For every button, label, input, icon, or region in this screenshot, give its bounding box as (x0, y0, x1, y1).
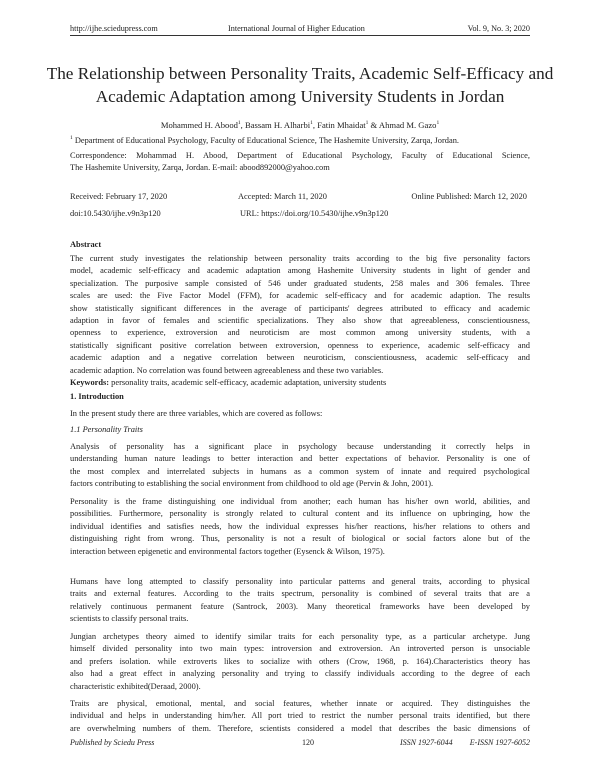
author: & Ahmad M. Gazo (368, 120, 437, 130)
subsection-heading: 1.1 Personality Traits (70, 425, 143, 434)
doi[interactable]: doi:10.5430/ijhe.v9n3p120 (70, 209, 161, 218)
paragraph (70, 576, 530, 626)
text-line: possibilities. Furthermore, personality is strongly related to cultural content and its influence on upbringing, how the (70, 509, 530, 519)
text-line: Analysis of personality has a significant place in psychology because understanding it correctly helps in (70, 442, 530, 451)
keywords (70, 377, 530, 389)
page-footer (70, 738, 530, 750)
intro-lead: In the present study there are three variables, which are covered as follows: (70, 409, 323, 418)
text-line: individual identifies and satisfies needs, how the individual expresses his/her reactions, his/her relations to others and (70, 521, 530, 531)
accepted-date: Accepted: March 11, 2020 (238, 192, 327, 201)
journal-name: International Journal of Higher Education (228, 24, 365, 33)
paragraph (70, 441, 530, 491)
text-line: Humans have long attempted to classify personality into particular patterns and general traits, according to physical (70, 577, 530, 586)
affiliation (70, 135, 530, 147)
text-line: himself divided personality into two main types: introversion and extroversion. An introverted person is unsociable (70, 644, 530, 654)
text-line: traits and external features. According to the traits spectrum, personality is combined of several traits that are a (70, 589, 530, 599)
text-line: model, academic self-efficacy and academic adaptation among Hashemite University students in light of gender and (70, 266, 530, 276)
text-line: openness to experience, extroversion and neuroticism are most common among university students, with a (70, 328, 530, 338)
eissn: E-ISSN 1927-6052 (469, 738, 530, 747)
text-line: Traits are physical, emotional, mental, and social features, whether innate or acquired. They distinguishes the (70, 699, 530, 708)
journal-url[interactable]: http://ijhe.sciedupress.com (70, 24, 158, 33)
issn: ISSN 1927-6044 (400, 738, 453, 747)
received-date: Received: February 17, 2020 (70, 192, 168, 201)
text-line: also had a great effect in analyzing personality and trying to classify individuals according to the degree of each (70, 669, 530, 679)
text-line: individual and helps in understanding him/her. All port tried to restrict the number personal traits identified, but there (70, 711, 530, 721)
paragraph (70, 698, 530, 735)
text-line: the most complex and interrelated subjects in humans as a common system of innate and required psychological (70, 466, 530, 476)
text-line: factors contributing to establishing the social environment from childhood to old age (Pervin & John, 2001). (70, 479, 434, 489)
volume-info: Vol. 9, No. 3; 2020 (467, 24, 530, 33)
text-line: academic adaption. No correlation was found between agreeableness and these two variables. (70, 365, 384, 375)
doi-url[interactable]: URL: https://doi.org/10.5430/ijhe.v9n3p120 (240, 209, 389, 218)
title-line: The Relationship between Personality Traits, Academic Self-Efficacy and (46, 64, 554, 83)
author-sup: 1 (237, 120, 241, 127)
author: Mohammed H. Abood (160, 120, 238, 130)
paper-title (0, 62, 600, 108)
text-line: and prefers isolation. while extroverts likes to socialize with others (Crow, 1968, p. 164).Characteristics theory has (70, 656, 530, 666)
author-sup: 1 (436, 120, 440, 127)
abstract-body (70, 253, 530, 377)
text-line: academic adaption and a negative correlation between neuroticism, conscientiousness, academic self-efficacy and (70, 353, 530, 363)
text-line: scientists to classify personal traits. (70, 614, 189, 624)
text-line: The Hashemite University, Zarqa, Jordan. E-mail: abood892000@yahoo.com (70, 163, 330, 173)
title-line: Academic Adaptation among University Students in Jordan (95, 87, 505, 106)
author-sup: 1 (310, 120, 313, 127)
text-line: are overwhelming numbers of them. Therefore, scientists considered a model that describes the basic dimensions of (70, 723, 530, 733)
published-date: Online Published: March 12, 2020 (411, 192, 527, 201)
text-line: Jungian archetypes theory aimed to identify similar traits for each personality type, as a particular archetype. Jung (70, 632, 530, 641)
text-line: show statistically significant differences in the average of participants' degrees attributed to efficacy and academic (70, 303, 530, 313)
page-number: 120 (302, 738, 314, 747)
correspondence (70, 150, 530, 175)
author: , Fatin Mhaidat (312, 120, 366, 130)
text-line: statistically significant positive correlation between extroversion, openness to experience, academic self-efficacy and (70, 340, 530, 350)
abstract-heading: Abstract (70, 240, 102, 249)
affiliation-sup: 1 (70, 135, 73, 142)
text-line: The current study investigates the relationship between personality traits according to the big five personality factors (70, 254, 530, 263)
paragraph (70, 496, 530, 558)
text-line: distinguishing right from wrong. Thus, personality is not a result of biological or social factors alone but of the (70, 534, 530, 544)
text-line: adaption in favor of females and scientific specializations. They also show that agreeableness, conscientiousness, (70, 316, 530, 326)
running-header (70, 24, 530, 36)
text-line: understanding human nature leadings to better interaction and better expectations of behavior. Personality is one of (70, 454, 530, 464)
section-heading: 1. Introduction (70, 392, 124, 401)
author-list (70, 119, 530, 131)
keywords-text: personality traits, academic self-efficacy, academic adaptation, university students (109, 378, 387, 387)
author: , Bassam H. Alharbi (240, 120, 311, 130)
text-line: relatively continuous permanent feature (Santrock, 2003). Many theoretical frameworks have been developed by (70, 601, 530, 611)
text-line: Personality is the frame distinguishing one individual from another; each human has his/her own world, abilities, and (70, 497, 530, 506)
text-line: characteristic exhibited(Deraad, 2000). (70, 681, 201, 691)
publisher: Published by Sciedu Press (70, 738, 155, 747)
text-line: Correspondence: Mohammad H. Abood, Department of Educational Psychology, Faculty of Educational Science, (70, 151, 530, 160)
affiliation-text: Department of Educational Psychology, Faculty of Educational Science, The Hashemite University, Zarqa, Jordan. (72, 136, 459, 145)
text-line: specialization. The purposive sample consisted of 546 under graduated students, 258 males and 306 females. Three (70, 278, 530, 288)
paragraph (70, 631, 530, 693)
article-dates (70, 191, 530, 221)
text-line: scales are used: the Five Factor Model (FFM), for academic self-efficacy and for academic adaption. The results (70, 291, 530, 301)
text-line: interaction between epigenetic and environmental factors together (Eysenck & Wilson, 1975). (70, 546, 385, 556)
keywords-label: Keywords: (70, 378, 110, 387)
author-sup: 1 (365, 120, 369, 127)
